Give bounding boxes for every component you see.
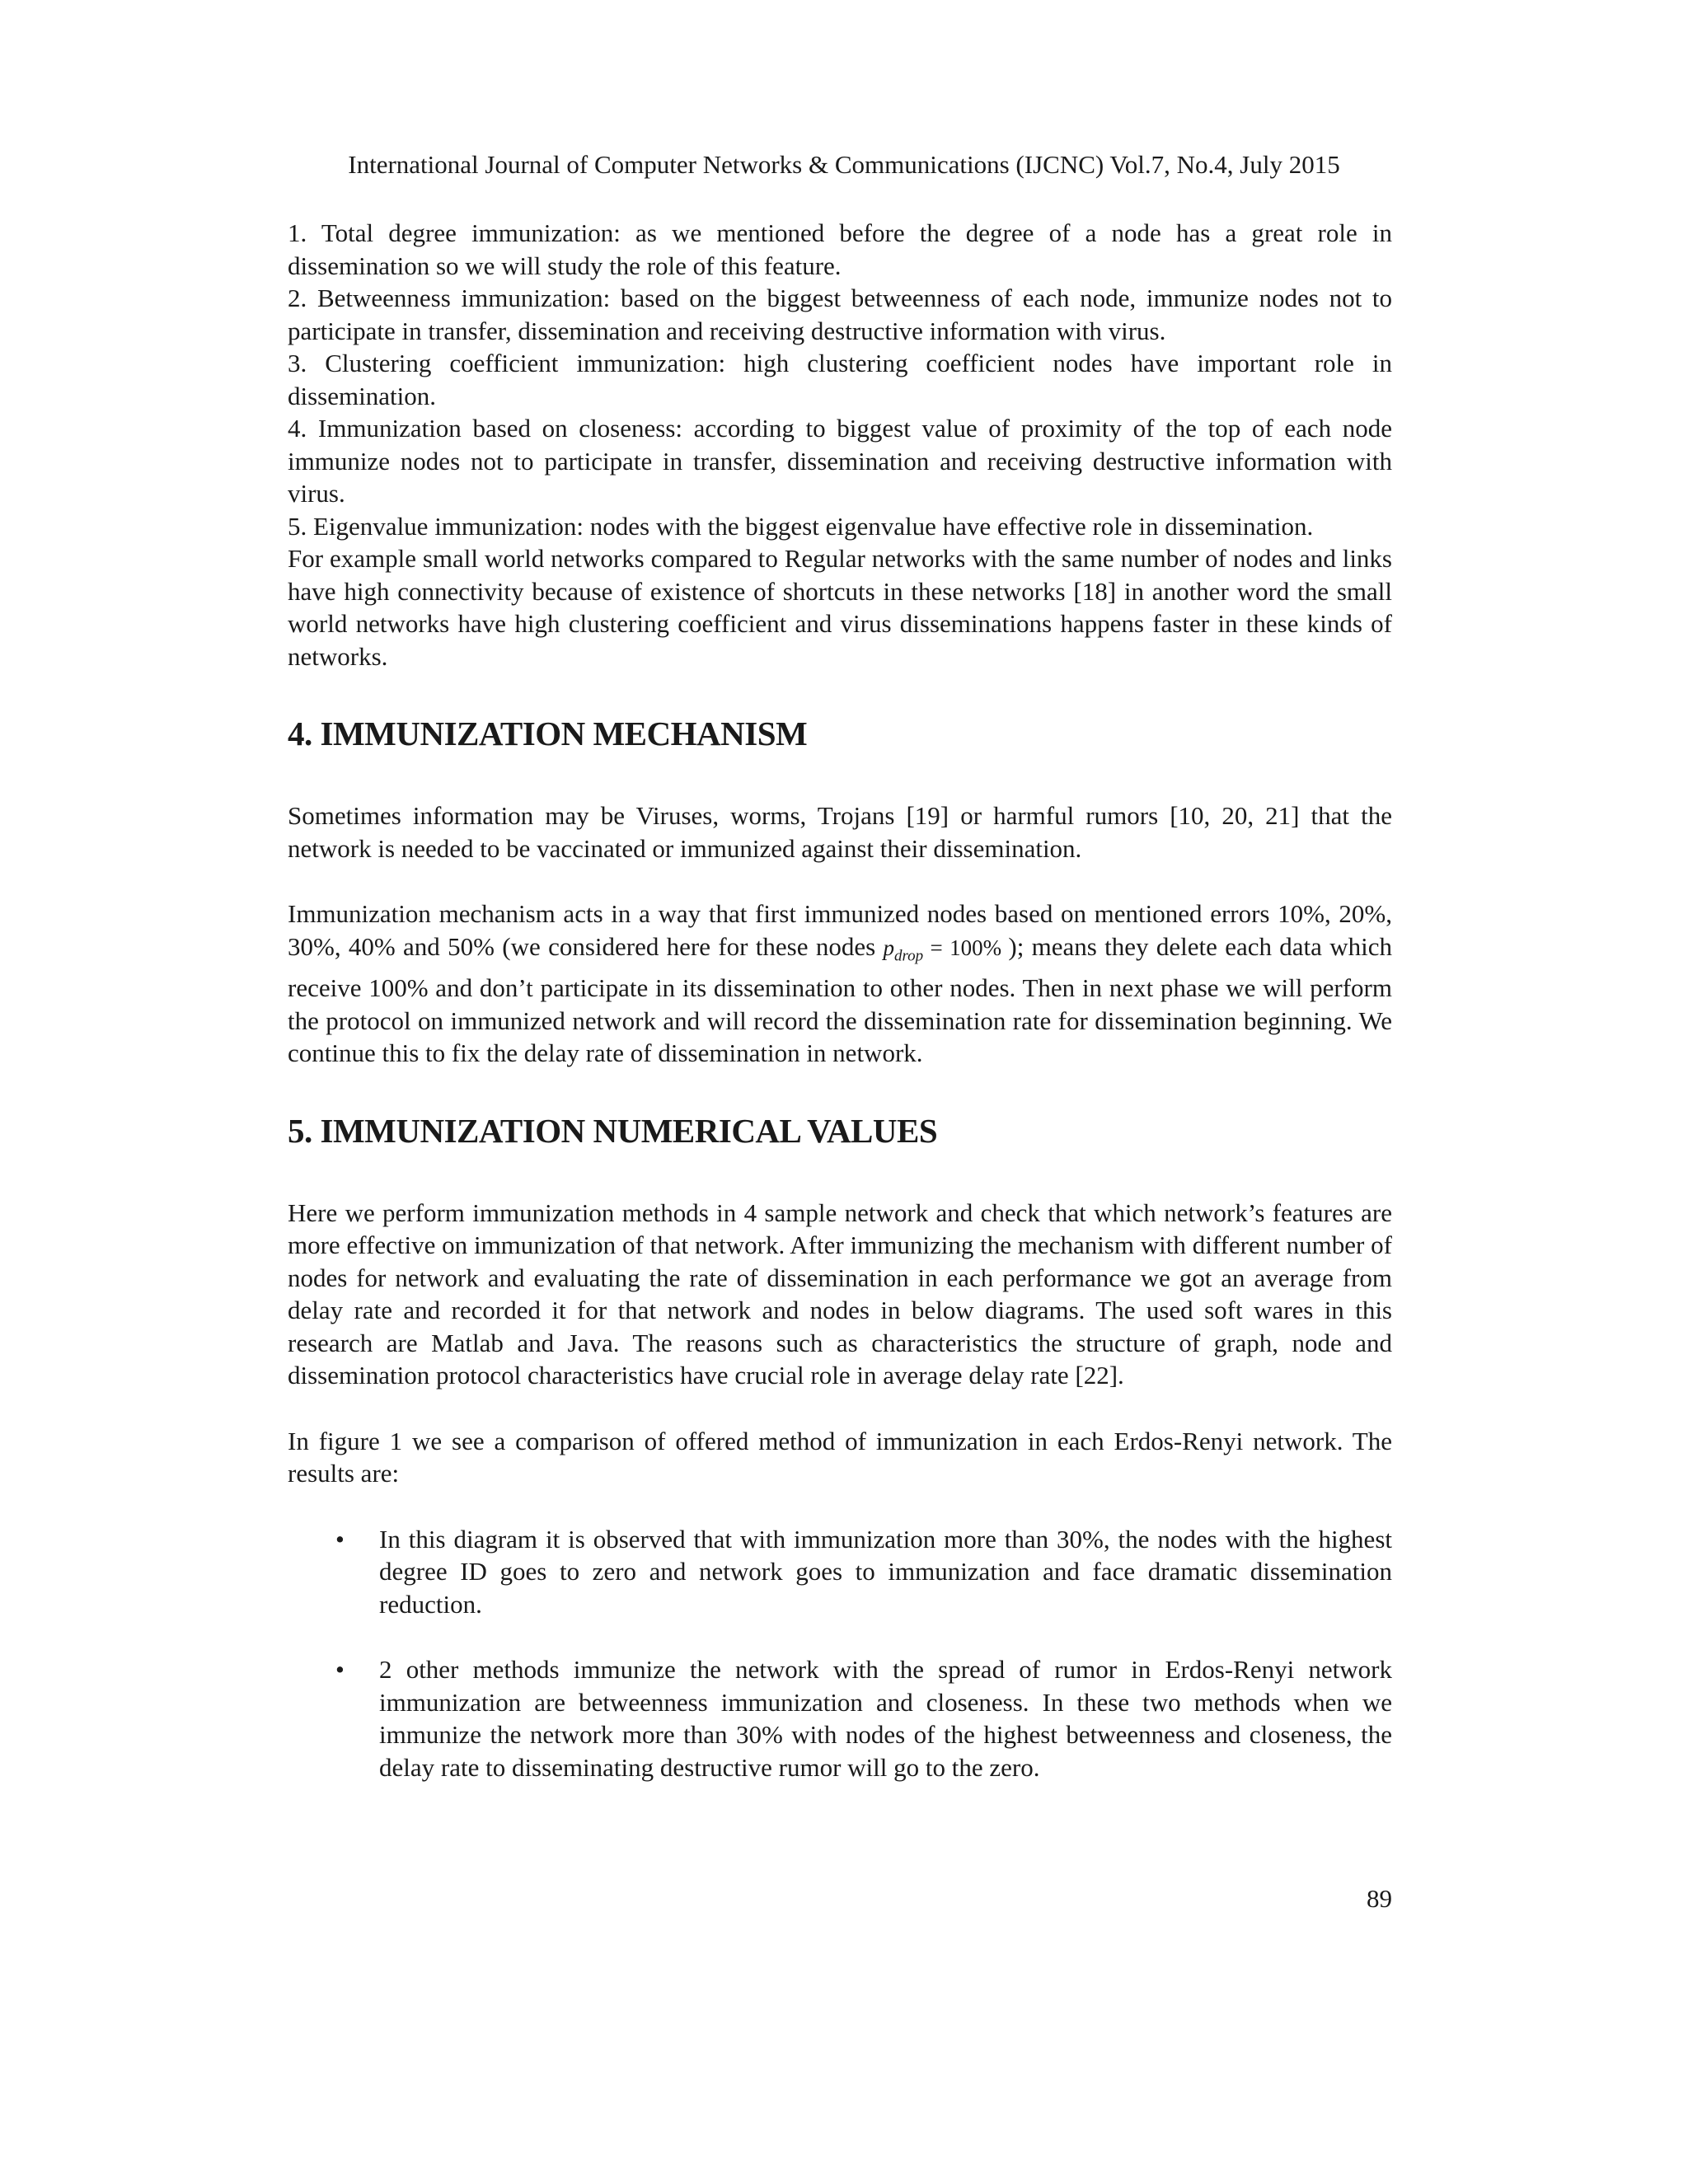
pdrop-formula <box>883 935 1009 964</box>
bullet-text: In this diagram it is observed that with immunization more than 30%, the nodes with the highest degree ID goes to zero and network goes to immunization and face dramatic dissemination reduction. <box>379 1524 1392 1619</box>
running-header: International Journal of Computer Networks & Communications (IJCNC) Vol.7, No.4, July 2015 <box>348 150 1340 179</box>
paragraph-mechanism-start: Immunization mechanism acts in a way that first immunized nodes based on mentioned errors 10%, 20%, 30%, 40% and 50% (we considered here for these nodes <box>288 899 1392 961</box>
bullet-icon: • <box>335 1655 345 1685</box>
paragraph-mechanism <box>288 898 1392 1070</box>
paragraph-harmful-info: Sometimes information may be Viruses, worms, Trojans [19] or harmful rumors [10, 20, 21] that the network is needed to be vaccinated or immunized against their dissemination. <box>288 801 1392 863</box>
paragraph-numerical: Here we perform immunization methods in 4 sample network and check that which network’s features are more effective on immunization of that network. After immunizing the mechanism with different number of nodes for network and evaluating the rate of dissemination in each performance we got an average from delay rate and recorded it for that network and nodes in below diagrams. The used soft wares in this research are Matlab and Java. The reasons such as characteristics the structure of graph, node and dissemination protocol characteristics have crucial role in average delay rate [22]. <box>288 1197 1392 1390</box>
paragraph-mechanism-end: ); means they delete each data which receive 100% and don’t participate in its dissemination to other nodes. Then in next phase we will perform the protocol on immunized network and will record the dissemination rate for dissemination beginning. We continue this to fix the delay rate of dissemination in network. <box>288 931 1393 1068</box>
paragraph-figure-intro: In figure 1 we see a comparison of offered method of immunization in each Erdos-Renyi network. The results are: <box>288 1426 1392 1488</box>
bullet-icon: • <box>335 1524 345 1554</box>
list-item-betweenness: 2. Betweenness immunization: based on the biggest betweenness of each node, immunize nodes not to participate in transfer, dissemination and receiving destructive information with virus. <box>288 284 1392 345</box>
section-heading-numerical-values: 5. IMMUNIZATION NUMERICAL VALUES <box>288 1111 938 1150</box>
bullet-item <box>288 1653 1392 1783</box>
list-item-closeness: 4. Immunization based on closeness: according to biggest value of proximity of the top of each node immunize nodes not to participate in transfer, dissemination and receiving destructive information with virus. <box>288 414 1392 508</box>
bullet-text: 2 other methods immunize the network with the spread of rumor in Erdos-Renyi network immunization are betweenness immunization and closeness. In these two methods when we immunize the network more than 30% with nodes of the highest betweenness and closeness, the delay rate to disseminating destructive rumor will go to the zero. <box>379 1655 1392 1782</box>
page-number: 89 <box>1367 1884 1392 1913</box>
formula-value: = 100% <box>923 935 1009 960</box>
results-bullet-list <box>288 1523 1392 1784</box>
section-heading-immunization-mechanism: 4. IMMUNIZATION MECHANISM <box>288 715 808 752</box>
formula-subscript: drop <box>893 946 924 964</box>
list-item-total-degree: 1. Total degree immunization: as we mentioned before the degree of a node has a great role in dissemination so we will study the role of this feature. <box>288 218 1392 280</box>
page-content <box>288 217 1392 1816</box>
bullet-item <box>288 1523 1392 1621</box>
list-item-clustering: 3. Clustering coefficient immunization: high clustering coefficient nodes have important role in dissemination. <box>288 349 1392 410</box>
paragraph-small-world: For example small world networks compared to Regular networks with the same number of nodes and links have high connectivity because of existence of shortcuts in these networks [18] in another word the small world networks have high clustering coefficient and virus disseminations happens faster in these kinds of networks. <box>288 544 1392 671</box>
list-item-eigenvalue: 5. Eigenvalue immunization: nodes with the biggest eigenvalue have effective role in dissemination. <box>288 511 1314 541</box>
formula-p: p <box>883 935 894 960</box>
